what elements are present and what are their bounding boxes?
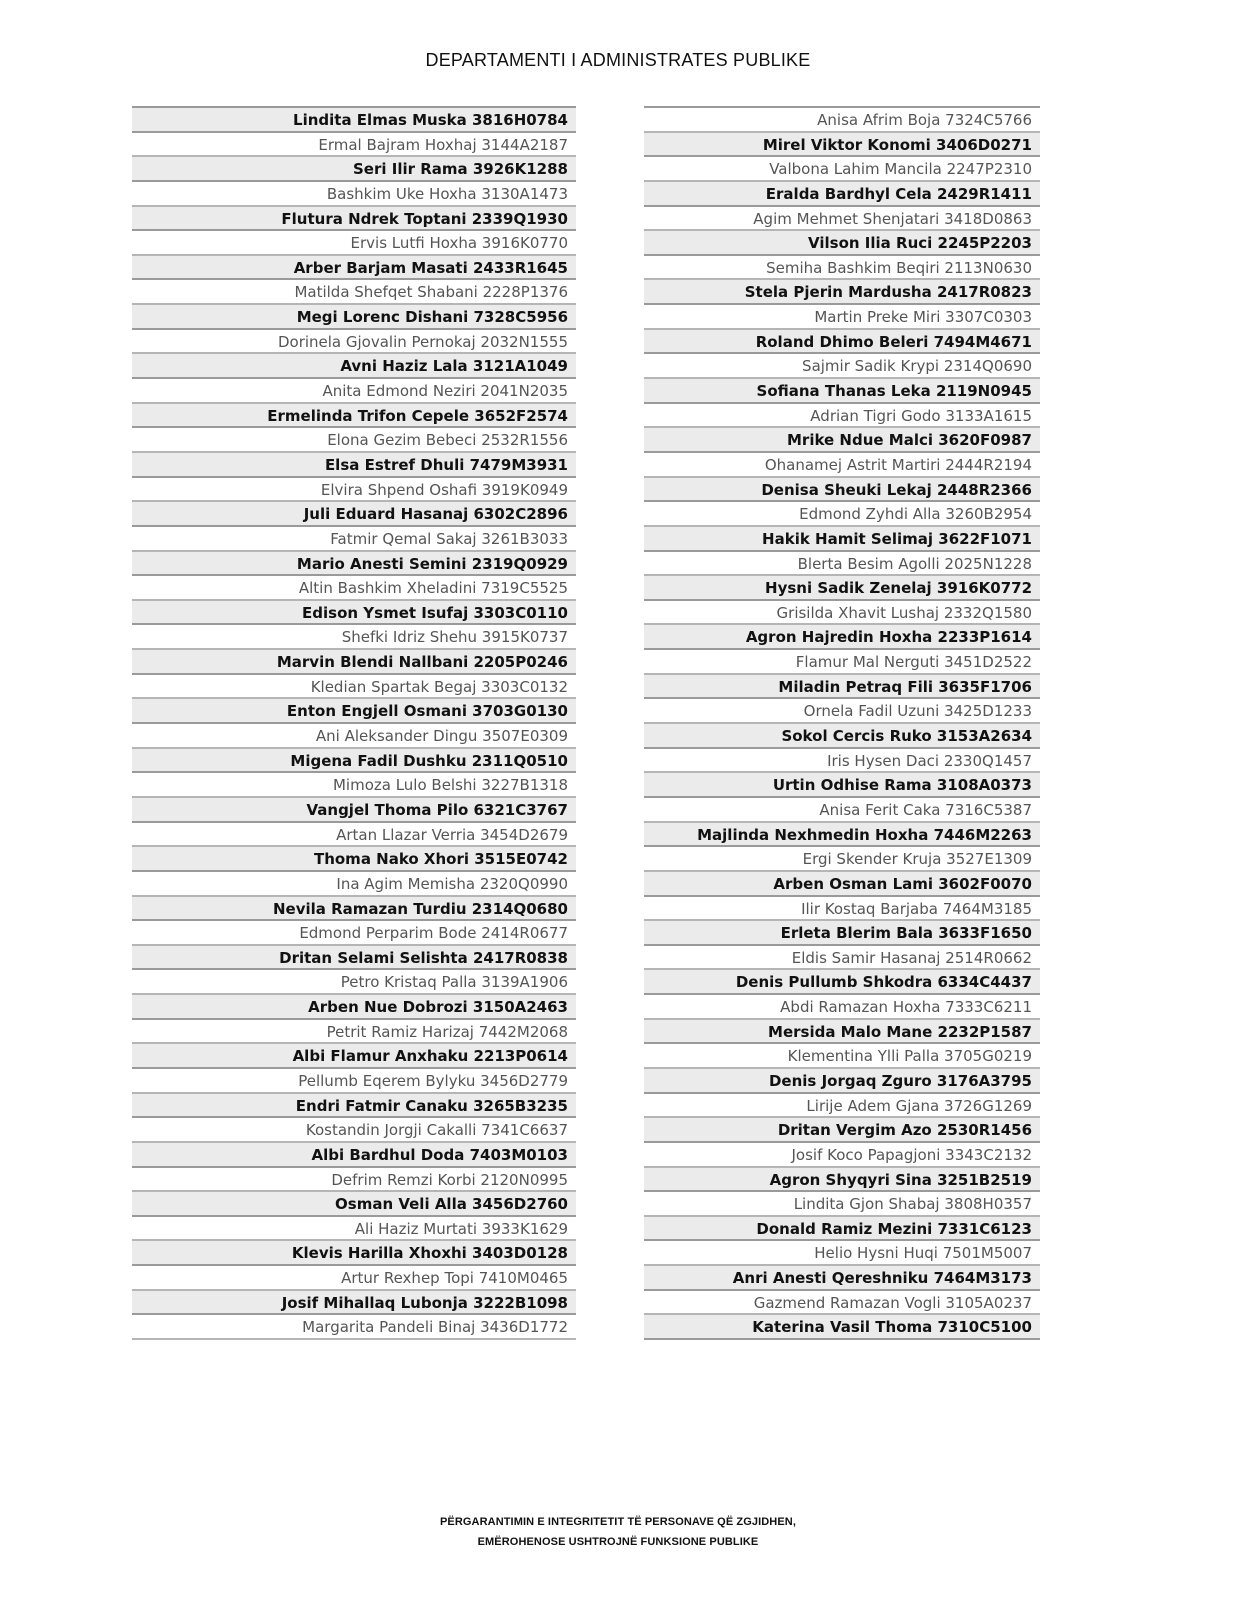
list-item: Kostandin Jorgji Cakalli 7341C6637 <box>132 1118 576 1143</box>
list-item: Sokol Cercis Ruko 3153A2634 <box>644 724 1040 749</box>
list-item: Elvira Shpend Oshafi 3919K0949 <box>132 478 576 503</box>
list-item: Arben Nue Dobrozi 3150A2463 <box>132 995 576 1020</box>
list-item: Semiha Bashkim Beqiri 2113N0630 <box>644 256 1040 281</box>
list-item: Katerina Vasil Thoma 7310C5100 <box>644 1315 1040 1340</box>
list-item: Anita Edmond Neziri 2041N2035 <box>132 379 576 404</box>
list-item: Shefki Idriz Shehu 3915K0737 <box>132 625 576 650</box>
page-title: DEPARTAMENTI I ADMINISTRATES PUBLIKE <box>425 50 811 70</box>
list-item: Edmond Zyhdi Alla 3260B2954 <box>644 502 1040 527</box>
list-item: Dritan Vergim Azo 2530R1456 <box>644 1118 1040 1143</box>
list-item: Seri Ilir Rama 3926K1288 <box>132 157 576 182</box>
list-item: Endri Fatmir Canaku 3265B3235 <box>132 1094 576 1119</box>
footer-line-1: PËRGARANTIMIN E INTEGRITETIT TË PERSONAVE QË ZGJIDHEN, <box>439 1516 796 1528</box>
list-item: Kledian Spartak Begaj 3303C0132 <box>132 675 576 700</box>
list-item: Martin Preke Miri 3307C0303 <box>644 305 1040 330</box>
list-item: Anisa Afrim Boja 7324C5766 <box>644 108 1040 133</box>
list-item: Mirel Viktor Konomi 3406D0271 <box>644 133 1040 158</box>
list-item: Petro Kristaq Palla 3139A1906 <box>132 970 576 995</box>
list-item: Ali Haziz Murtati 3933K1629 <box>132 1217 576 1242</box>
list-item: Helio Hysni Huqi 7501M5007 <box>644 1241 1040 1266</box>
list-item: Vangjel Thoma Pilo 6321C3767 <box>132 798 576 823</box>
list-item: Grisilda Xhavit Lushaj 2332Q1580 <box>644 601 1040 626</box>
list-item: Valbona Lahim Mancila 2247P2310 <box>644 157 1040 182</box>
list-item: Megi Lorenc Dishani 7328C5956 <box>132 305 576 330</box>
list-item: Thoma Nako Xhori 3515E0742 <box>132 847 576 872</box>
list-item: Mersida Malo Mane 2232P1587 <box>644 1020 1040 1045</box>
footer-line-2: EMËROHENOSE USHTROJNË FUNKSIONE PUBLIKE <box>477 1536 759 1548</box>
list-item: Mimoza Lulo Belshi 3227B1318 <box>132 773 576 798</box>
list-item: Lindita Elmas Muska 3816H0784 <box>132 108 576 133</box>
list-item: Migena Fadil Dushku 2311Q0510 <box>132 749 576 774</box>
list-item: Nevila Ramazan Turdiu 2314Q0680 <box>132 897 576 922</box>
list-item: Bashkim Uke Hoxha 3130A1473 <box>132 182 576 207</box>
list-item: Josif Mihallaq Lubonja 3222B1098 <box>132 1291 576 1316</box>
list-item: Matilda Shefqet Shabani 2228P1376 <box>132 280 576 305</box>
list-item: Ermelinda Trifon Cepele 3652F2574 <box>132 404 576 429</box>
list-item: Roland Dhimo Beleri 7494M4671 <box>644 330 1040 355</box>
list-item: Stela Pjerin Mardusha 2417R0823 <box>644 280 1040 305</box>
list-item: Majlinda Nexhmedin Hoxha 7446M2263 <box>644 823 1040 848</box>
list-item: Lirije Adem Gjana 3726G1269 <box>644 1094 1040 1119</box>
list-item: Edison Ysmet Isufaj 3303C0110 <box>132 601 576 626</box>
right-name-column <box>644 106 1040 1340</box>
list-item: Ornela Fadil Uzuni 3425D1233 <box>644 699 1040 724</box>
list-item: Albi Flamur Anxhaku 2213P0614 <box>132 1044 576 1069</box>
list-item: Ervis Lutfi Hoxha 3916K0770 <box>132 231 576 256</box>
list-item: Hysni Sadik Zenelaj 3916K0772 <box>644 576 1040 601</box>
list-item: Lindita Gjon Shabaj 3808H0357 <box>644 1192 1040 1217</box>
list-item: Agron Hajredin Hoxha 2233P1614 <box>644 625 1040 650</box>
list-item: Osman Veli Alla 3456D2760 <box>132 1192 576 1217</box>
list-item: Erleta Blerim Bala 3633F1650 <box>644 921 1040 946</box>
page-footer <box>0 1512 1236 1552</box>
list-item: Flutura Ndrek Toptani 2339Q1930 <box>132 207 576 232</box>
list-item: Avni Haziz Lala 3121A1049 <box>132 354 576 379</box>
list-item: Klevis Harilla Xhoxhi 3403D0128 <box>132 1241 576 1266</box>
list-item: Ilir Kostaq Barjaba 7464M3185 <box>644 897 1040 922</box>
left-name-column <box>132 106 576 1340</box>
list-item: Enton Engjell Osmani 3703G0130 <box>132 699 576 724</box>
list-item: Edmond Perparim Bode 2414R0677 <box>132 921 576 946</box>
list-item: Denis Pullumb Shkodra 6334C4437 <box>644 970 1040 995</box>
list-item: Eralda Bardhyl Cela 2429R1411 <box>644 182 1040 207</box>
list-item: Arben Osman Lami 3602F0070 <box>644 872 1040 897</box>
list-item: Ergi Skender Kruja 3527E1309 <box>644 847 1040 872</box>
list-item: Klementina Ylli Palla 3705G0219 <box>644 1044 1040 1069</box>
list-item: Iris Hysen Daci 2330Q1457 <box>644 749 1040 774</box>
list-item: Donald Ramiz Mezini 7331C6123 <box>644 1217 1040 1242</box>
list-item: Mrike Ndue Malci 3620F0987 <box>644 428 1040 453</box>
list-item: Hakik Hamit Selimaj 3622F1071 <box>644 527 1040 552</box>
list-item: Urtin Odhise Rama 3108A0373 <box>644 773 1040 798</box>
list-item: Petrit Ramiz Harizaj 7442M2068 <box>132 1020 576 1045</box>
list-item: Eldis Samir Hasanaj 2514R0662 <box>644 946 1040 971</box>
list-item: Altin Bashkim Xheladini 7319C5525 <box>132 576 576 601</box>
list-item: Elona Gezim Bebeci 2532R1556 <box>132 428 576 453</box>
list-item: Defrim Remzi Korbi 2120N0995 <box>132 1168 576 1193</box>
list-item: Artan Llazar Verria 3454D2679 <box>132 823 576 848</box>
list-item: Margarita Pandeli Binaj 3436D1772 <box>132 1315 576 1340</box>
list-item: Agim Mehmet Shenjatari 3418D0863 <box>644 207 1040 232</box>
list-item: Vilson Ilia Ruci 2245P2203 <box>644 231 1040 256</box>
list-item: Artur Rexhep Topi 7410M0465 <box>132 1266 576 1291</box>
list-item: Flamur Mal Nerguti 3451D2522 <box>644 650 1040 675</box>
list-item: Fatmir Qemal Sakaj 3261B3033 <box>132 527 576 552</box>
list-item: Agron Shyqyri Sina 3251B2519 <box>644 1168 1040 1193</box>
list-item: Anri Anesti Qereshniku 7464M3173 <box>644 1266 1040 1291</box>
list-item: Denisa Sheuki Lekaj 2448R2366 <box>644 478 1040 503</box>
list-item: Ani Aleksander Dingu 3507E0309 <box>132 724 576 749</box>
list-item: Josif Koco Papagjoni 3343C2132 <box>644 1143 1040 1168</box>
list-item: Ermal Bajram Hoxhaj 3144A2187 <box>132 133 576 158</box>
list-item: Marvin Blendi Nallbani 2205P0246 <box>132 650 576 675</box>
list-item: Pellumb Eqerem Bylyku 3456D2779 <box>132 1069 576 1094</box>
list-item: Sofiana Thanas Leka 2119N0945 <box>644 379 1040 404</box>
list-item: Anisa Ferit Caka 7316C5387 <box>644 798 1040 823</box>
list-item: Gazmend Ramazan Vogli 3105A0237 <box>644 1291 1040 1316</box>
list-item: Dorinela Gjovalin Pernokaj 2032N1555 <box>132 330 576 355</box>
list-item: Elsa Estref Dhuli 7479M3931 <box>132 453 576 478</box>
list-item: Mario Anesti Semini 2319Q0929 <box>132 552 576 577</box>
list-item: Adrian Tigri Godo 3133A1615 <box>644 404 1040 429</box>
list-item: Albi Bardhul Doda 7403M0103 <box>132 1143 576 1168</box>
list-item: Sajmir Sadik Krypi 2314Q0690 <box>644 354 1040 379</box>
list-item: Ina Agim Memisha 2320Q0990 <box>132 872 576 897</box>
list-item: Arber Barjam Masati 2433R1645 <box>132 256 576 281</box>
list-item: Abdi Ramazan Hoxha 7333C6211 <box>644 995 1040 1020</box>
list-item: Juli Eduard Hasanaj 6302C2896 <box>132 502 576 527</box>
list-item: Dritan Selami Selishta 2417R0838 <box>132 946 576 971</box>
list-item: Denis Jorgaq Zguro 3176A3795 <box>644 1069 1040 1094</box>
list-item: Ohanamej Astrit Martiri 2444R2194 <box>644 453 1040 478</box>
list-item: Miladin Petraq Fili 3635F1706 <box>644 675 1040 700</box>
list-item: Blerta Besim Agolli 2025N1228 <box>644 552 1040 577</box>
